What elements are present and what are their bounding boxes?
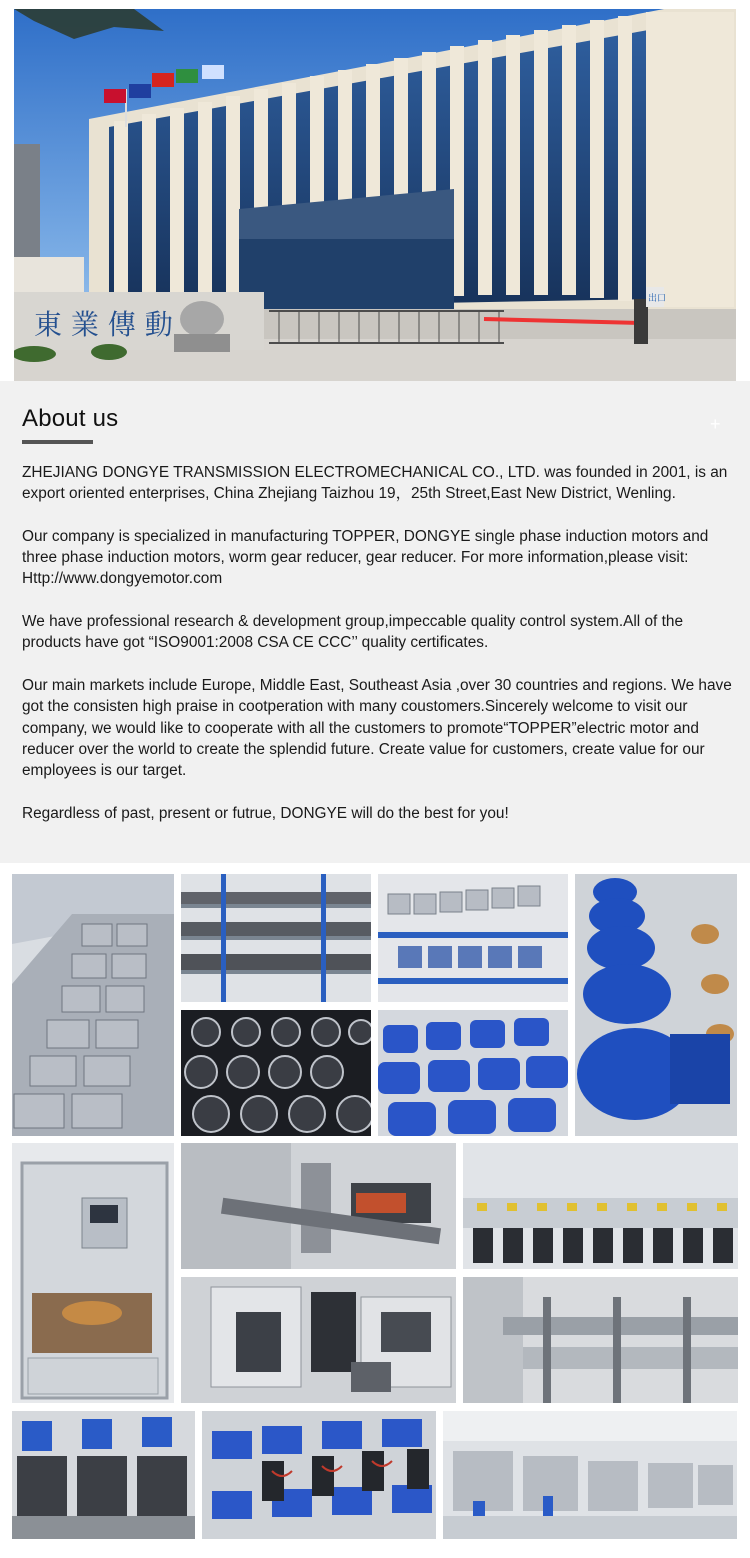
machining-equipment-photo — [181, 1143, 456, 1269]
company-sign-text: 東 業 傳 動 — [34, 308, 173, 341]
blue-motors-stack-photo — [575, 874, 737, 1136]
factory-floor-photo — [443, 1411, 737, 1539]
assembly-line-photo — [463, 1143, 738, 1269]
blue-machinery-photo — [12, 1411, 195, 1539]
about-paragraph: We have professional research & development group,impeccable quality control system.All of the products have got “ISO9001:2008 CSA CE CCC’’ quality certificates. — [22, 613, 684, 652]
about-paragraph: Our main markets include Europe, Middle East, Southeast Asia ,over 30 countries and regions. We have got the consisten high praise in cootperation with many coustomers.Sincerely welcome to visit our company, we would like to cooperate with all the customers to promote“TOPPER”electric motor and reducer over the world to create the splendid future. Create value for customers, create value for our employees is our target. — [22, 676, 732, 780]
about-paragraph: ZHEJIANG DONGYE TRANSMISSION ELECTROMECHANICAL CO., LTD. was founded in 2001, is an export oriented enterprises, China Zhejiang Taizhou 19，25th Street,East New District, Wenling. — [22, 464, 728, 503]
winding-machines-photo — [202, 1411, 436, 1539]
company-building-photo — [14, 9, 736, 381]
about-paragraph: Our company is specialized in manufacturing TOPPER, DONGYE single phase induction motors and three phase induction motors, worm gear reducer, gear reducer. For more information,please visit: Http://www.dongyemotor.com — [22, 527, 709, 588]
gear-housings-shelves-photo — [378, 874, 568, 1002]
blue-reducers-photo — [378, 1010, 568, 1136]
motor-shafts-shelves-photo — [181, 874, 371, 1002]
motor-stators-photo — [181, 1010, 371, 1136]
production-line-photo — [463, 1277, 738, 1403]
testing-machine-photo — [12, 1143, 174, 1403]
title-underline — [22, 440, 93, 444]
gate-sign: 出口 — [648, 294, 667, 304]
about-title: About us — [22, 405, 119, 432]
about-paragraph: Regardless of past, present or futrue, DONGYE will do the best for you! — [22, 804, 509, 822]
plus-icon: + — [710, 414, 721, 434]
about-section — [0, 381, 750, 863]
worm-gear-reducers-warehouse-photo — [12, 874, 174, 1136]
cnc-machines-photo — [181, 1277, 456, 1403]
about-body — [22, 462, 734, 845]
